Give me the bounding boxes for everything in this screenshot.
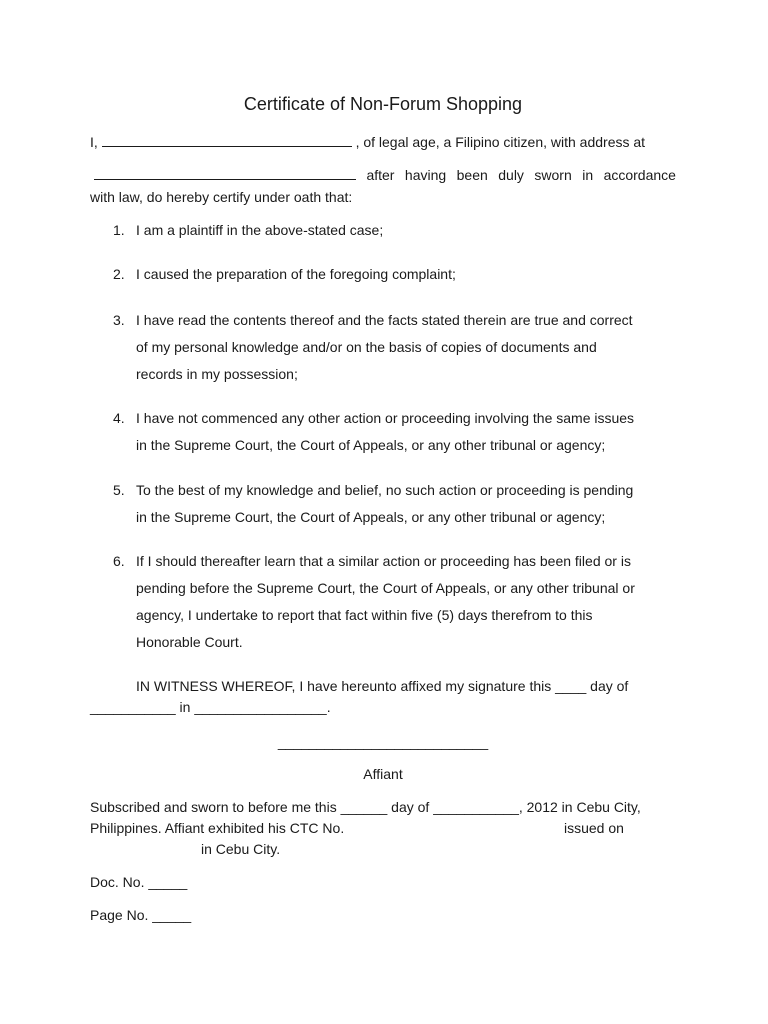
intro-pronoun: I, [90,134,98,150]
intro-line-3: with law, do hereby certify under oath that: [90,189,353,205]
list-text: I have not commenced any other action or proceeding involving the same issues [136,410,635,426]
list-number: 6. [113,553,125,569]
signature-line: ___________________________ [277,734,489,750]
witness-line-2: ___________ in _________________. [90,699,331,715]
list-number: 1. [113,222,125,238]
jurat-line-1: Subscribed and sworn to before me this ______ day of ___________, 2012 in Cebu City, [90,799,641,815]
list-number: 3. [113,312,125,328]
jurat-line-2b: issued on [564,820,624,836]
list-text: of my personal knowledge and/or on the basis of copies of documents and [136,339,597,355]
jurat-line-2a: Philippines. Affiant exhibited his CTC No. [90,820,345,836]
list-text: If I should thereafter learn that a similar action or proceeding has been filed or is [136,553,631,569]
witness-line-1: IN WITNESS WHEREOF, I have hereunto affixed my signature this ____ day of [136,678,629,694]
affiant-label: Affiant [363,766,403,782]
list-text: in the Supreme Court, the Court of Appeals, or any other tribunal or agency; [136,437,606,453]
intro-word: sworn [534,167,572,183]
intro-word: duly [498,167,524,183]
document-title: Certificate of Non-Forum Shopping [243,94,523,114]
list-number: 4. [113,410,125,426]
list-text: in the Supreme Court, the Court of Appeals, or any other tribunal or agency; [136,509,606,525]
intro-line-2 [90,167,676,183]
page-number: Page No. _____ [90,907,192,923]
list-text: records in my possession; [136,366,298,382]
doc-number: Doc. No. _____ [90,874,188,890]
list-text: pending before the Supreme Court, the Court of Appeals, or any other tribunal or [136,580,635,596]
address-blank[interactable] [94,167,356,180]
intro-word: after [366,167,395,183]
intro-line-1 [90,134,645,150]
list-text: I am a plaintiff in the above-stated case; [136,222,384,238]
list-text: To the best of my knowledge and belief, no such action or proceeding is pending [136,482,634,498]
intro-word: accordance [603,167,676,183]
list-text: Honorable Court. [136,634,243,650]
intro-text-1: , of legal age, a Filipino citizen, with address at [355,134,646,150]
name-blank[interactable] [102,134,352,147]
intro-word: having [404,167,447,183]
list-text: I caused the preparation of the foregoing complaint; [136,266,456,282]
jurat-line-3: in Cebu City. [201,841,281,857]
list-text: agency, I undertake to report that fact within five (5) days therefrom to this [136,607,593,623]
list-number: 2. [113,266,125,282]
intro-word: in [582,167,594,183]
list-text: I have read the contents thereof and the facts stated therein are true and correct [136,312,633,328]
list-number: 5. [113,482,125,498]
intro-word: been [456,167,488,183]
